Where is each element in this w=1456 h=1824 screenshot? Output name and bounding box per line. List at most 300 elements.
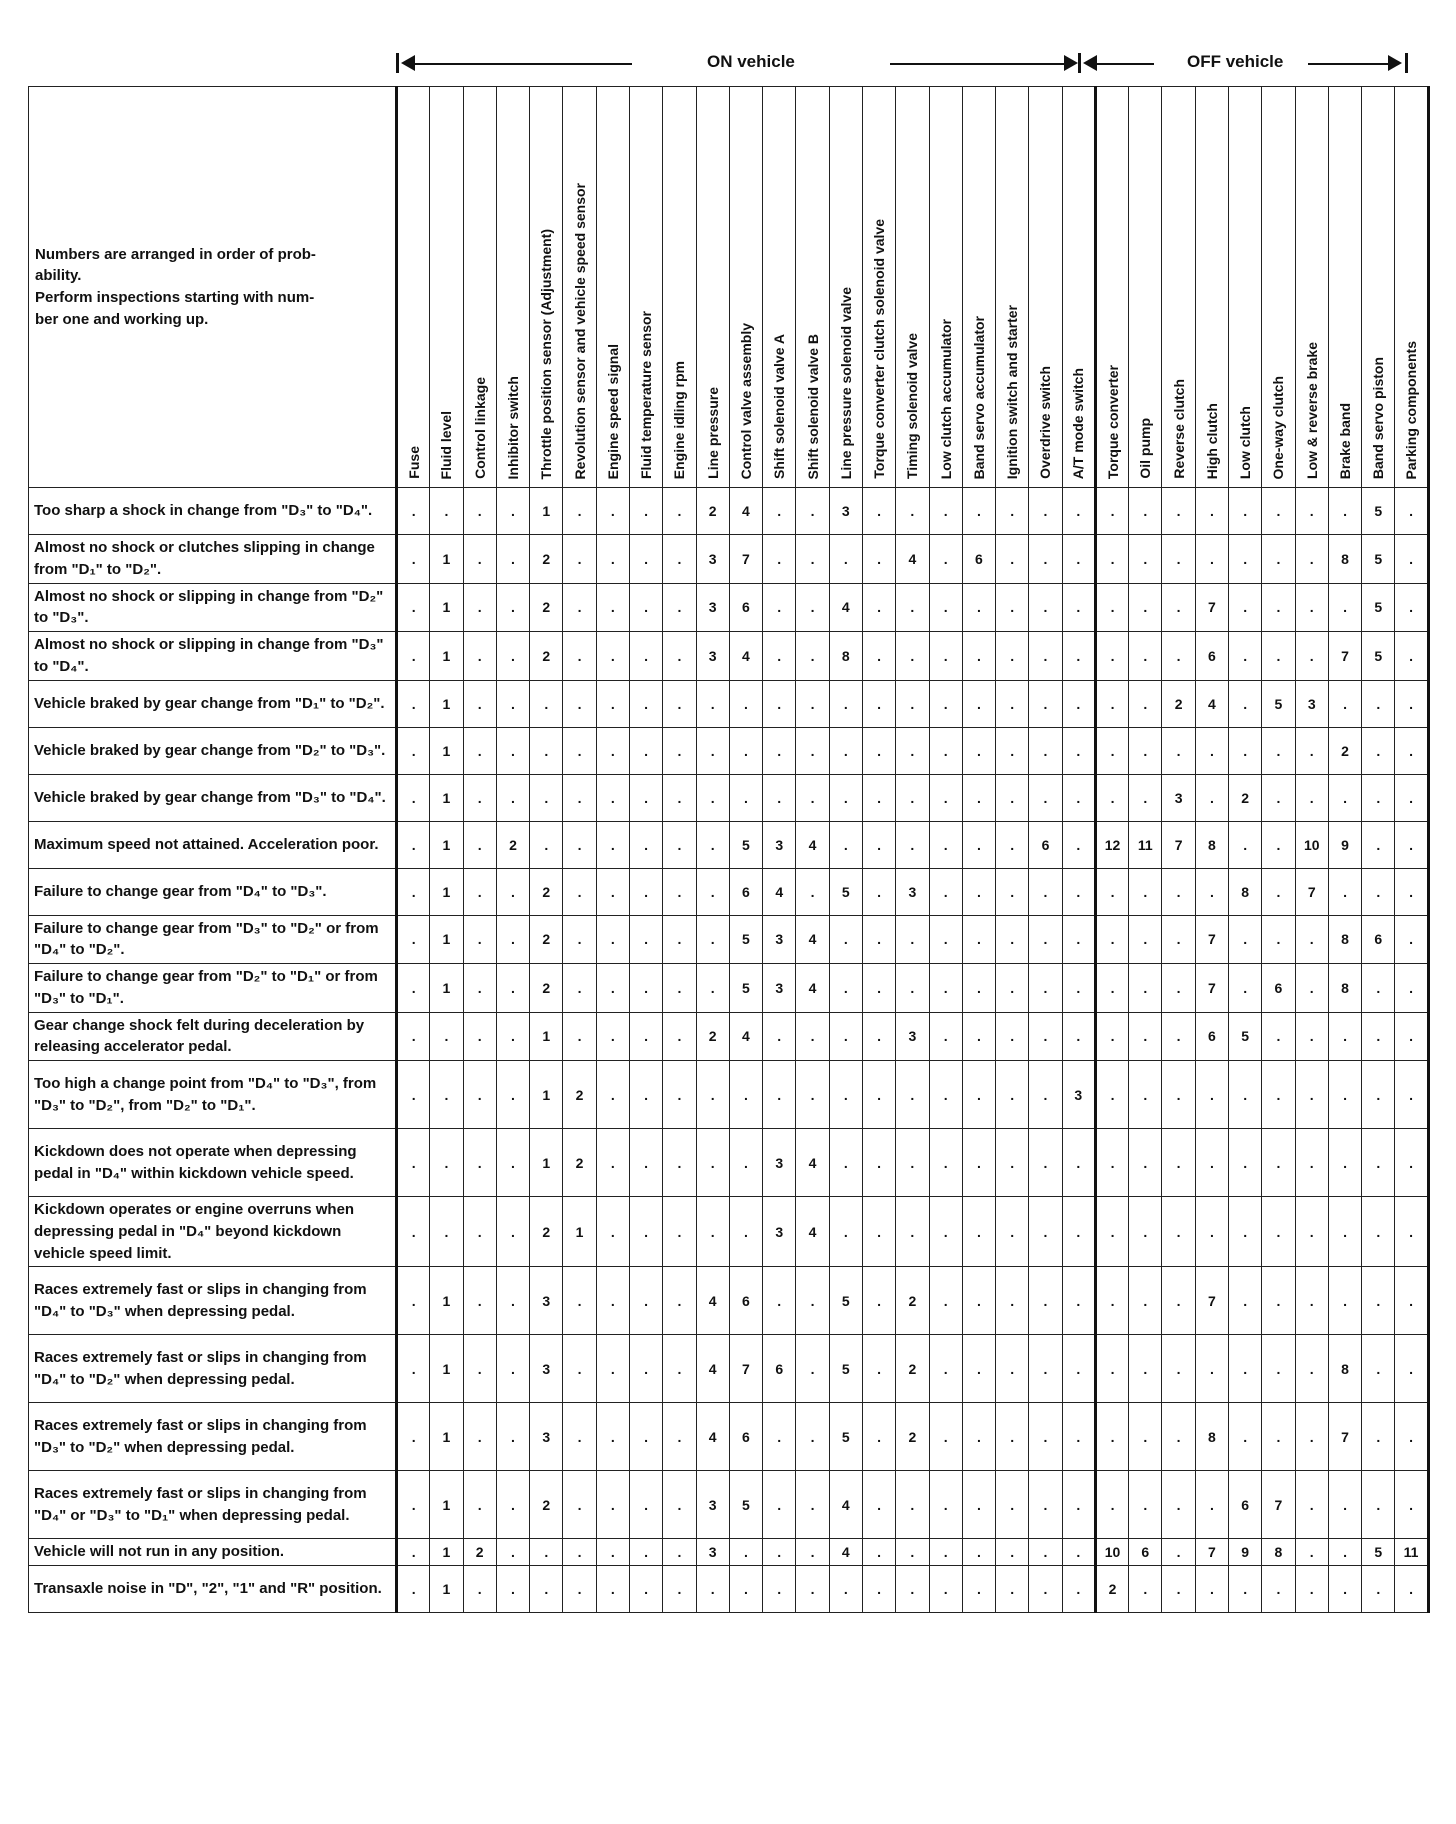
probability-rank: 3 [1062,1061,1095,1129]
column-header-label: Fuse [405,446,422,479]
empty-cell: . [530,680,563,727]
symptom-text: Almost no shock or slipping in change from "D₂" to "D₃". [29,583,397,632]
empty-cell: . [563,774,596,821]
empty-cell: . [929,727,962,774]
column-header [629,87,662,488]
empty-cell: . [1262,868,1295,915]
column-header [397,87,430,488]
empty-cell: . [996,1566,1029,1613]
empty-cell: . [996,1197,1029,1267]
probability-rank: 6 [1229,1471,1262,1539]
empty-cell: . [397,1012,430,1061]
empty-cell: . [729,1197,762,1267]
empty-cell: . [496,1335,529,1403]
empty-cell: . [496,1012,529,1061]
symptom-row [29,488,1429,535]
empty-cell: . [896,488,929,535]
empty-cell: . [829,727,862,774]
empty-cell: . [1195,1471,1228,1539]
empty-cell: . [829,915,862,964]
column-header [763,87,796,488]
empty-cell: . [1029,1335,1062,1403]
probability-rank: 10 [1295,821,1328,868]
empty-cell: . [1129,727,1162,774]
on-vehicle-start-tick [396,53,399,73]
symptom-text: Races extremely fast or slips in changing from "D₄" or "D₃" to "D₁" when depressing pedal. [29,1471,397,1539]
column-header-label: One-way clutch [1270,375,1287,479]
empty-cell: . [1395,1403,1428,1471]
probability-rank: 3 [763,821,796,868]
probability-rank: 9 [1328,821,1361,868]
empty-cell: . [563,1471,596,1539]
empty-cell: . [1195,1197,1228,1267]
probability-rank: 5 [829,1335,862,1403]
empty-cell: . [1029,727,1062,774]
probability-rank: 5 [1362,535,1395,584]
empty-cell: . [729,774,762,821]
empty-cell: . [1162,1012,1195,1061]
column-header [596,87,629,488]
symptom-row [29,868,1429,915]
empty-cell: . [1162,488,1195,535]
probability-rank: 8 [1328,1335,1361,1403]
column-header-label: Revolution sensor and vehicle speed sensor [571,182,588,479]
probability-rank: 3 [829,488,862,535]
empty-cell: . [896,1061,929,1129]
empty-cell: . [1062,632,1095,681]
symptom-row [29,727,1429,774]
empty-cell: . [563,1267,596,1335]
column-header [1229,87,1262,488]
empty-cell: . [563,915,596,964]
empty-cell: . [1029,535,1062,584]
probability-rank: 4 [829,583,862,632]
empty-cell: . [596,583,629,632]
empty-cell: . [862,1061,895,1129]
empty-cell: . [1295,1539,1328,1566]
probability-rank: 5 [829,1403,862,1471]
empty-cell: . [1395,680,1428,727]
probability-rank: 7 [729,535,762,584]
empty-cell: . [1395,1012,1428,1061]
probability-rank: 1 [430,868,463,915]
empty-cell: . [862,727,895,774]
empty-cell: . [696,821,729,868]
probability-rank: 2 [1229,774,1262,821]
probability-rank: 3 [530,1267,563,1335]
empty-cell: . [397,1471,430,1539]
probability-rank: 6 [729,1403,762,1471]
empty-cell: . [1029,1012,1062,1061]
empty-cell: . [1262,774,1295,821]
empty-cell: . [1129,1129,1162,1197]
column-header [1029,87,1062,488]
empty-cell: . [1129,488,1162,535]
probability-rank: 11 [1129,821,1162,868]
column-header-label: Band servo accumulator [970,315,987,479]
empty-cell: . [629,1197,662,1267]
empty-cell: . [829,1129,862,1197]
empty-cell: . [496,1129,529,1197]
empty-cell: . [496,915,529,964]
empty-cell: . [862,1197,895,1267]
empty-cell: . [629,488,662,535]
empty-cell: . [1362,1061,1395,1129]
empty-cell: . [696,964,729,1013]
empty-cell: . [1062,727,1095,774]
empty-cell: . [1195,1061,1228,1129]
empty-cell: . [763,680,796,727]
empty-cell: . [1062,1197,1095,1267]
empty-cell: . [1095,774,1128,821]
symptom-text: Races extremely fast or slips in changing from "D₄" to "D₂" when depressing pedal. [29,1335,397,1403]
empty-cell: . [629,1267,662,1335]
empty-cell: . [1129,915,1162,964]
empty-cell: . [962,1566,995,1613]
empty-cell: . [663,1012,696,1061]
probability-rank: 1 [430,1267,463,1335]
empty-cell: . [729,727,762,774]
probability-rank: 12 [1095,821,1128,868]
empty-cell: . [1362,1566,1395,1613]
column-header-label: Engine idling rpm [671,360,688,479]
empty-cell: . [397,915,430,964]
empty-cell: . [596,821,629,868]
empty-cell: . [862,1129,895,1197]
probability-rank: 3 [696,583,729,632]
empty-cell: . [463,1566,496,1613]
column-header [1062,87,1095,488]
empty-cell: . [696,727,729,774]
empty-cell: . [463,535,496,584]
empty-cell: . [1095,727,1128,774]
empty-cell: . [1328,868,1361,915]
empty-cell: . [1062,1403,1095,1471]
empty-cell: . [1095,964,1128,1013]
empty-cell: . [962,1197,995,1267]
empty-cell: . [1095,1403,1128,1471]
column-header-label: Low clutch [1237,405,1254,479]
empty-cell: . [829,1012,862,1061]
empty-cell: . [563,964,596,1013]
empty-cell: . [563,583,596,632]
symptom-row [29,774,1429,821]
empty-cell: . [996,1471,1029,1539]
empty-cell: . [1195,727,1228,774]
empty-cell: . [829,774,862,821]
empty-cell: . [397,1335,430,1403]
empty-cell: . [530,821,563,868]
empty-cell: . [1328,1012,1361,1061]
empty-cell: . [1062,583,1095,632]
probability-rank: 3 [696,1471,729,1539]
empty-cell: . [629,1566,662,1613]
empty-cell: . [1195,535,1228,584]
empty-cell: . [862,488,895,535]
empty-cell: . [1195,868,1228,915]
empty-cell: . [1029,1471,1062,1539]
probability-rank: 2 [896,1267,929,1335]
empty-cell: . [1395,774,1428,821]
probability-rank: 6 [1029,821,1062,868]
column-header [729,87,762,488]
probability-rank: 2 [496,821,529,868]
probability-rank: 8 [1328,964,1361,1013]
probability-rank: 2 [696,488,729,535]
empty-cell: . [862,535,895,584]
empty-cell: . [929,1197,962,1267]
empty-cell: . [1129,1267,1162,1335]
symptom-text: Failure to change gear from "D₃" to "D₂" or from "D₄" to "D₂". [29,915,397,964]
empty-cell: . [629,535,662,584]
empty-cell: . [1395,915,1428,964]
empty-cell: . [1129,535,1162,584]
symptom-text: Gear change shock felt during deceleration by releasing accelerator pedal. [29,1012,397,1061]
empty-cell: . [896,1539,929,1566]
empty-cell: . [763,1471,796,1539]
empty-cell: . [1095,1197,1128,1267]
probability-rank: 5 [1262,680,1295,727]
probability-rank: 6 [729,868,762,915]
empty-cell: . [962,1471,995,1539]
empty-cell: . [629,680,662,727]
empty-cell: . [629,1403,662,1471]
empty-cell: . [596,1539,629,1566]
empty-cell: . [596,535,629,584]
empty-cell: . [996,488,1029,535]
empty-cell: . [397,1566,430,1613]
empty-cell: . [1029,1566,1062,1613]
empty-cell: . [663,774,696,821]
empty-cell: . [929,915,962,964]
probability-rank: 2 [696,1012,729,1061]
empty-cell: . [1362,1129,1395,1197]
empty-cell: . [896,774,929,821]
empty-cell: . [1395,1267,1428,1335]
empty-cell: . [1295,1129,1328,1197]
probability-rank: 8 [1195,821,1228,868]
column-header-label: Torque converter clutch solenoid valve [871,219,888,479]
empty-cell: . [663,1267,696,1335]
empty-cell: . [962,1012,995,1061]
probability-rank: 6 [962,535,995,584]
column-header [929,87,962,488]
empty-cell: . [962,488,995,535]
probability-rank: 2 [530,1197,563,1267]
probability-rank: 7 [1162,821,1195,868]
empty-cell: . [1229,1335,1262,1403]
empty-cell: . [1195,488,1228,535]
empty-cell: . [629,1539,662,1566]
empty-cell: . [696,868,729,915]
empty-cell: . [496,1539,529,1566]
empty-cell: . [1362,1012,1395,1061]
empty-cell: . [629,727,662,774]
empty-cell: . [629,868,662,915]
empty-cell: . [1195,774,1228,821]
probability-rank: 5 [729,1471,762,1539]
symptom-text: Almost no shock or slipping in change from "D₃" to "D₄". [29,632,397,681]
empty-cell: . [696,1129,729,1197]
empty-cell: . [796,727,829,774]
empty-cell: . [1229,680,1262,727]
empty-cell: . [1129,1403,1162,1471]
symptom-row [29,1197,1429,1267]
empty-cell: . [929,632,962,681]
off-vehicle-end-tick [1405,53,1408,73]
column-header [862,87,895,488]
empty-cell: . [1029,1197,1062,1267]
probability-rank: 3 [696,535,729,584]
probability-rank: 4 [796,915,829,964]
empty-cell: . [1062,1471,1095,1539]
empty-cell: . [563,727,596,774]
empty-cell: . [1362,964,1395,1013]
empty-cell: . [962,583,995,632]
probability-rank: 8 [1195,1403,1228,1471]
empty-cell: . [996,583,1029,632]
probability-rank: 1 [563,1197,596,1267]
empty-cell: . [1162,583,1195,632]
probability-rank: 3 [896,1012,929,1061]
empty-cell: . [896,964,929,1013]
empty-cell: . [862,1539,895,1566]
empty-cell: . [1229,915,1262,964]
symptom-text: Races extremely fast or slips in changing from "D₃" to "D₂" when depressing pedal. [29,1403,397,1471]
empty-cell: . [862,1403,895,1471]
empty-cell: . [463,1267,496,1335]
empty-cell: . [862,1335,895,1403]
column-header-label: Shift solenoid valve A [771,334,788,479]
empty-cell: . [729,1061,762,1129]
empty-cell: . [996,1267,1029,1335]
empty-cell: . [896,583,929,632]
empty-cell: . [496,1403,529,1471]
column-header [563,87,596,488]
empty-cell: . [663,1061,696,1129]
empty-cell: . [596,1012,629,1061]
empty-cell: . [397,583,430,632]
probability-rank: 5 [1362,488,1395,535]
empty-cell: . [696,1566,729,1613]
empty-cell: . [996,727,1029,774]
empty-cell: . [1095,1267,1128,1335]
empty-cell: . [763,535,796,584]
empty-cell: . [596,1129,629,1197]
empty-cell: . [1162,1129,1195,1197]
empty-cell: . [629,915,662,964]
empty-cell: . [629,1471,662,1539]
empty-cell: . [862,1267,895,1335]
empty-cell: . [1095,535,1128,584]
empty-cell: . [596,868,629,915]
empty-cell: . [862,868,895,915]
empty-cell: . [1328,1539,1361,1566]
empty-cell: . [1062,774,1095,821]
empty-cell: . [1295,964,1328,1013]
empty-cell: . [1095,1129,1128,1197]
empty-cell: . [796,774,829,821]
empty-cell: . [1328,1471,1361,1539]
probability-rank: 9 [1229,1539,1262,1566]
empty-cell: . [663,535,696,584]
empty-cell: . [1129,1471,1162,1539]
probability-rank: 2 [530,915,563,964]
probability-rank: 5 [1362,583,1395,632]
probability-rank: 3 [763,1129,796,1197]
empty-cell: . [1129,964,1162,1013]
empty-cell: . [929,1335,962,1403]
probability-rank: 2 [463,1539,496,1566]
column-header-label: Timing solenoid valve [904,332,921,479]
empty-cell: . [829,535,862,584]
probability-rank: 4 [729,488,762,535]
off-vehicle-right-arrow-icon [1388,55,1402,71]
empty-cell: . [1095,1471,1128,1539]
empty-cell: . [896,632,929,681]
empty-cell: . [463,727,496,774]
empty-cell: . [962,821,995,868]
empty-cell: . [1262,1566,1295,1613]
empty-cell: . [397,1267,430,1335]
empty-cell: . [1029,868,1062,915]
empty-cell: . [1262,583,1295,632]
empty-cell: . [463,680,496,727]
probability-rank: 7 [1262,1471,1295,1539]
probability-rank: 2 [530,964,563,1013]
empty-cell: . [1295,1267,1328,1335]
empty-cell: . [1095,868,1128,915]
empty-cell: . [496,632,529,681]
empty-cell: . [1229,1061,1262,1129]
probability-rank: 6 [729,1267,762,1335]
column-header [430,87,463,488]
empty-cell: . [1395,964,1428,1013]
empty-cell: . [796,1335,829,1403]
column-header [996,87,1029,488]
empty-cell: . [1095,583,1128,632]
empty-cell: . [1162,632,1195,681]
empty-cell: . [1162,1197,1195,1267]
empty-cell: . [996,868,1029,915]
empty-cell: . [1262,915,1295,964]
probability-rank: 1 [430,964,463,1013]
empty-cell: . [962,632,995,681]
empty-cell: . [1295,1403,1328,1471]
empty-cell: . [1229,727,1262,774]
symptom-text: Vehicle braked by gear change from "D₃" to "D₄". [29,774,397,821]
empty-cell: . [663,583,696,632]
empty-cell: . [430,488,463,535]
probability-rank: 2 [563,1061,596,1129]
empty-cell: . [763,632,796,681]
symptom-text: Kickdown operates or engine overruns when depressing pedal in "D₄" beyond kickdown vehicle speed limit. [29,1197,397,1267]
empty-cell: . [1295,632,1328,681]
empty-cell: . [962,1061,995,1129]
symptom-text: Failure to change gear from "D₄" to "D₃". [29,868,397,915]
probability-rank: 4 [696,1335,729,1403]
column-header [829,87,862,488]
empty-cell: . [996,632,1029,681]
probability-rank: 2 [896,1403,929,1471]
empty-cell: . [929,583,962,632]
empty-cell: . [397,727,430,774]
probability-rank: 4 [796,821,829,868]
empty-cell: . [796,1061,829,1129]
empty-cell: . [1029,1403,1062,1471]
column-header-label: Reverse clutch [1170,379,1187,479]
empty-cell: . [1328,1197,1361,1267]
